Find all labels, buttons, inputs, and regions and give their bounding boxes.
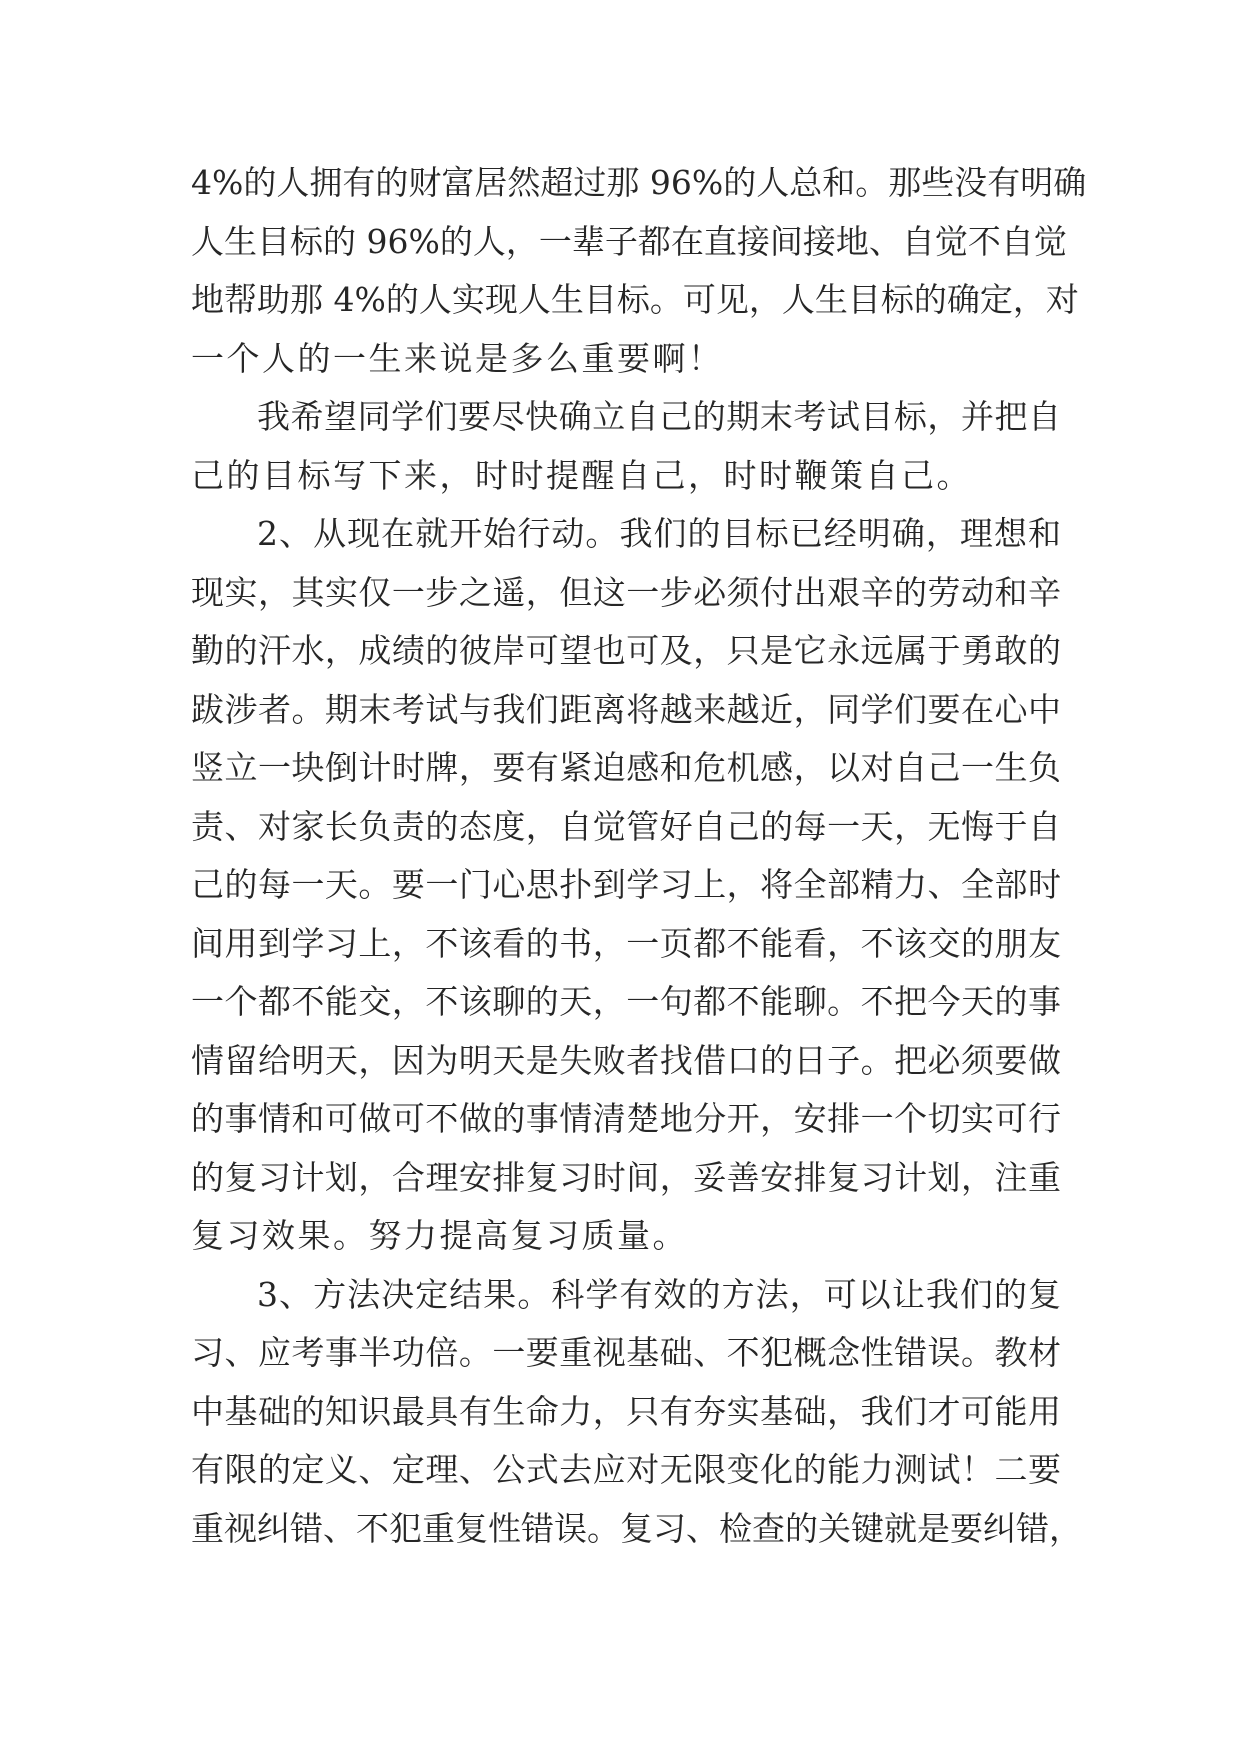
text-line: 一个人的一生来说是多么重要啊！ xyxy=(191,338,724,378)
text-line: 有限的定义、定理、公式去应对无限变化的能力测试！二要 xyxy=(191,1450,1061,1489)
text-line: 地帮助那 4%的人实现人生目标。可见，人生目标的确定，对 xyxy=(191,280,1079,319)
text-line: 重视纠错、不犯重复性错误。复习、检查的关键就是要纠错， xyxy=(191,1508,1082,1548)
text-line: 现实，其实仅一步之遥，但这一步必须付出艰辛的劳动和辛 xyxy=(191,572,1061,612)
text-line: 情留给明天，因为明天是失败者找借口的日子。把必须要做 xyxy=(191,1040,1061,1080)
text-line: 的事情和可做可不做的事情清楚地分开，安排一个切实可行 xyxy=(191,1099,1061,1138)
text-line: 复习效果。努力提高复习质量。 xyxy=(191,1216,688,1255)
text-line: 己的目标写下来，时时提醒自己，时时鞭策自己。 xyxy=(191,455,972,495)
text-line: 竖立一块倒计时牌，要有紧迫感和危机感，以对自己一生负 xyxy=(191,748,1061,787)
text-line: 中基础的知识最具有生命力，只有夯实基础，我们才可能用 xyxy=(191,1391,1061,1431)
text-line: 责、对家长负责的态度，自觉管好自己的每一天，无悔于自 xyxy=(191,806,1061,846)
body-text xyxy=(191,154,1087,1558)
text-line: 间用到学习上，不该看的书，一页都不能看，不该交的朋友 xyxy=(191,923,1061,963)
paragraph-start-line: 2、从现在就开始行动。我们的目标已经明确，理想和 xyxy=(257,514,1061,553)
text-line: 人生目标的 96%的人，一辈子都在直接间接地、自觉不自觉 xyxy=(191,221,1067,261)
text-line: 己的每一天。要一门心思扑到学习上，将全部精力、全部时 xyxy=(191,865,1061,904)
text-line: 勤的汗水，成绩的彼岸可望也可及，只是它永远属于勇敢的 xyxy=(191,631,1061,670)
paragraph-start-line: 我希望同学们要尽快确立自己的期末考试目标，并把自 xyxy=(257,397,1061,436)
paragraph-start-line: 3、方法决定结果。科学有效的方法，可以让我们的复 xyxy=(257,1274,1061,1314)
text-line: 跋涉者。期末考试与我们距离将越来越近，同学们要在心中 xyxy=(191,689,1061,729)
text-line: 的复习计划，合理安排复习时间，妥善安排复习计划，注重 xyxy=(191,1157,1061,1197)
text-line: 4%的人拥有的财富居然超过那 96%的人总和。那些没有明确 xyxy=(191,163,1087,202)
text-line: 一个都不能交，不该聊的天，一句都不能聊。不把今天的事 xyxy=(191,982,1061,1021)
text-line: 习、应考事半功倍。一要重视基础、不犯概念性错误。教材 xyxy=(191,1333,1061,1372)
